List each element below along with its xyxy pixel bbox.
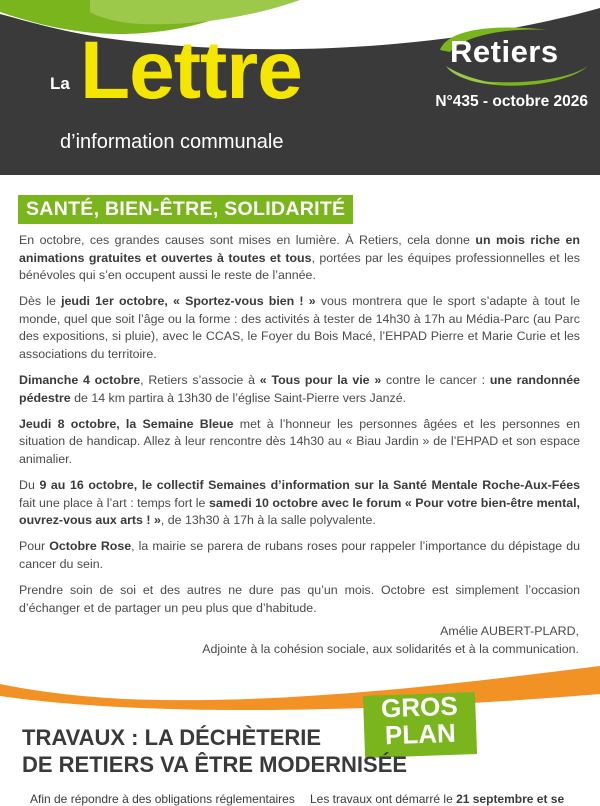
paragraph [19,232,580,285]
travaux-col-left: Afin de répondre à des obligations réglementaires [30,792,295,806]
signature-name: Amélie AUBERT-PLARD, [440,624,579,638]
gros-plan-line1: GROS [380,690,459,724]
text: de 14 km partira à 13h30 de l’église Saint-Pierre vers Janzé. [70,390,407,405]
text: met à l’honneur les personnes âgées et les personnes en situation de handicap. Allez à leur rencontre dès 14h30 au « Biau Jardin » de l’EHPAD et son espace animalier. [19,416,580,467]
text: , portées par les équipes professionnelles et les bénévoles qui s’en occupent aussi le reste de l’année. [19,250,580,283]
text-bold: « Tous pour la vie » [259,373,382,388]
paragraph: Prendre soin de soi et des autres ne dure pas qu’un mois. Octobre est simplement l’occasion d’échanger et de partager un peu plus que d’habitude. [19,583,580,615]
travaux-line2: DE RETIERS VA ÊTRE MODERNISÉE [22,752,408,777]
paragraph [19,372,580,407]
retiers-logo [428,22,593,92]
text-bold: Octobre Rose [49,539,132,554]
masthead [0,0,600,175]
text-bold: 21 septembre et se [456,792,565,806]
masthead-la: La [50,74,70,93]
masthead-title: Lettre [80,25,302,116]
text-bold: jeudi 1er octobre, « Sportez-vous bien ! » [61,294,316,309]
travaux-headline [22,724,407,778]
travaux-col-right [310,792,564,806]
logo-text: Retiers [450,34,559,69]
text: fait une place à l’art : temps fort le [19,495,209,510]
text: , la mairie se parera de rubans roses pour rappeler l’importance du dépistage du cancer du sein. [19,539,581,571]
text-bold: samedi 10 octobre avec le forum « Pour votre bien-être mental, ouvrez-vous aux arts ! » [19,495,580,528]
text: Du [19,478,40,493]
signature-role: Adjointe à la cohésion sociale, aux solidarités et à la communication. [202,641,579,656]
text-bold: Dimanche 4 octobre [19,373,141,388]
text: Pour [19,539,50,554]
masthead-subtitle: d’information communale [60,131,284,153]
paragraph [19,293,580,363]
text: , Retiers s’associe à [140,373,260,388]
text: Les travaux ont démarré le [310,792,457,806]
signature [202,623,579,658]
text: Dès le [19,294,62,309]
text-bold: 9 au 16 octobre, le collectif Semaines d’information sur la Santé Mentale Roche-Aux-Fées [39,478,580,493]
text-bold: un mois riche en animations gratuites et ouvertes à toutes et tous [19,233,580,265]
paragraph [19,416,580,469]
section-title: SANTÉ, BIEN-ÊTRE, SOLIDARITÉ [18,195,353,224]
travaux-line1: TRAVAUX : LA DÉCHÈTERIE [22,725,322,750]
text-bold: une randonnée pédestre [19,373,581,405]
text: contre le cancer : [381,373,490,388]
text: vous montrera que le sport s’adapte à tout le monde, quel que soit l’âge ou la forme : des activités à tester de 14h30 à 17h au Média-Parc (au Parc des expositions, si pluie), avec le CCAS, le Foyer du Bois Macé, l’EHPAD Pierre et Marie Curie et les associations du territoire. [19,294,580,362]
issue-number: N°435 - octobre 2026 [435,93,588,110]
editorial-article [19,232,580,626]
text-bold: Jeudi 8 octobre, la Semaine Bleue [19,416,234,431]
gros-plan-line2: PLAN [384,717,457,751]
paragraph [19,477,580,530]
paragraph [19,538,580,573]
text: En octobre, ces grandes causes sont mises en lumière. À Retiers, cela donne [19,233,476,247]
text: , de 13h30 à 17h à la salle polyvalente. [160,513,376,528]
